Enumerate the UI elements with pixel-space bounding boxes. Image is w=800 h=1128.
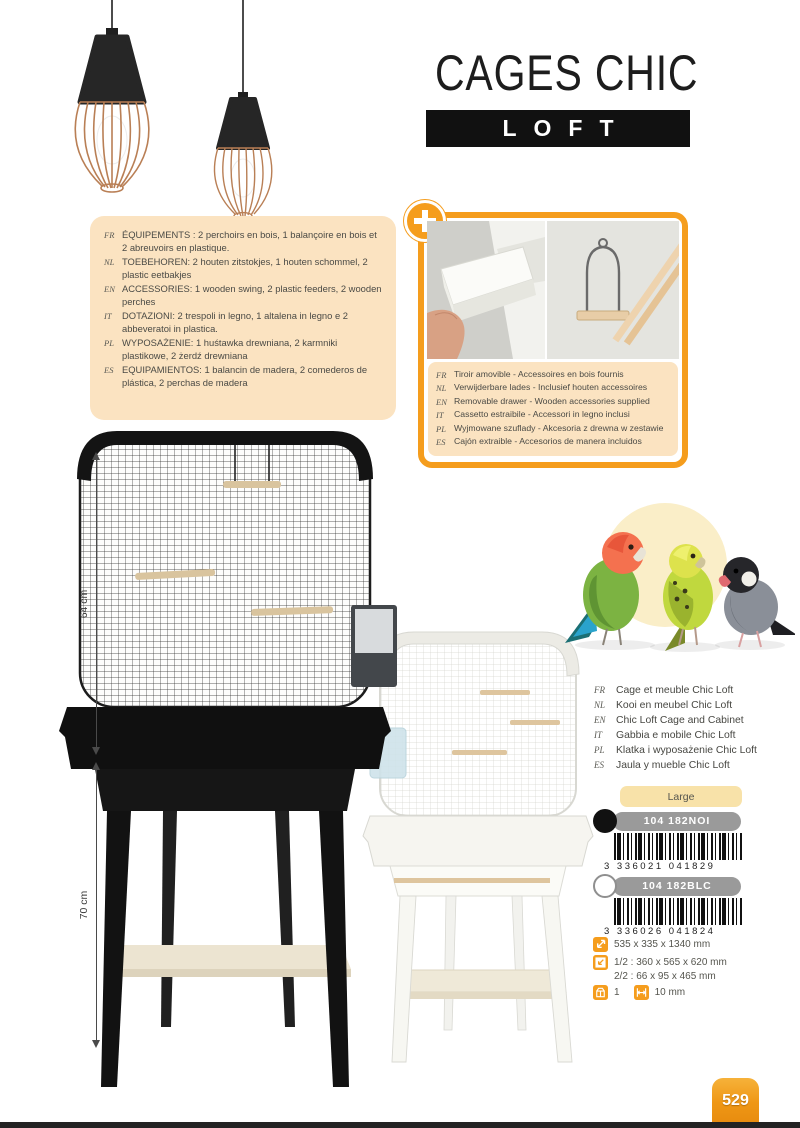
product-name-row bbox=[594, 759, 794, 772]
lovebird bbox=[565, 532, 646, 645]
page-bottom-edge bbox=[0, 1122, 800, 1128]
series-badge: LOFT bbox=[426, 110, 690, 147]
equipment-text: ÉQUIPEMENTS : 2 perchoirs en bois, 1 balançoire en bois et 2 abreuvoirs en plastique. bbox=[122, 229, 377, 253]
ean-number: 3 336026 041824 bbox=[604, 926, 716, 937]
lang-label: FR bbox=[104, 230, 115, 240]
lang-label: IT bbox=[104, 310, 112, 321]
packaging-value-2: 2/2 : 66 x 95 x 465 mm bbox=[614, 971, 716, 982]
product-name: Gabbia e mobile Chic Loft bbox=[616, 730, 736, 741]
lang-label: FR bbox=[436, 370, 447, 380]
feature-text: Cajón extraible - Accesorios de manera incluidos bbox=[454, 436, 642, 447]
color-dot-black bbox=[593, 809, 617, 833]
package-count-value: 1 bbox=[614, 987, 620, 998]
lang-label: PL bbox=[594, 745, 605, 755]
equipment-box bbox=[90, 216, 396, 420]
packaging-value-1: 1/2 : 360 x 565 x 620 mm bbox=[614, 957, 727, 968]
equipment-item bbox=[104, 229, 384, 255]
barcode-bars bbox=[614, 898, 742, 925]
black-cage-photo bbox=[55, 425, 415, 1095]
lang-label: IT bbox=[436, 410, 444, 421]
lang-label: EN bbox=[436, 396, 447, 407]
product-code: 104 182NOI bbox=[613, 812, 741, 831]
feature-item bbox=[436, 368, 670, 381]
product-name-row bbox=[594, 684, 794, 697]
lang-label: ES bbox=[594, 760, 604, 770]
java-sparrow bbox=[719, 557, 795, 647]
cage-height-arrow bbox=[78, 452, 103, 755]
feature-text: Tiroir amovible - Accessoires en bois fournis bbox=[454, 369, 624, 379]
feature-item bbox=[436, 381, 670, 394]
pendant-lamps-photo bbox=[30, 0, 310, 232]
bar-spacing-value: 10 mm bbox=[654, 987, 686, 998]
feature-box bbox=[418, 212, 688, 468]
feature-text: Verwijderbare lades - Inclusief houten accessoires bbox=[454, 382, 648, 393]
lang-label: ES bbox=[436, 437, 446, 448]
drawer-photo bbox=[427, 221, 545, 359]
feature-photos bbox=[427, 221, 679, 359]
page-number: 529 bbox=[722, 1091, 749, 1109]
lang-label: ES bbox=[104, 364, 114, 375]
feature-text: Wyjmowane szuflady - Akcesoria z drewna w zestawie bbox=[454, 422, 664, 433]
equipment-item bbox=[104, 364, 384, 390]
package-count-row bbox=[593, 985, 798, 1000]
product-name-row bbox=[594, 729, 794, 742]
lang-label: IT bbox=[594, 730, 603, 740]
equipment-text: WYPOSAŻENIE: 1 huśtawka drewniana, 2 karmniki plastikowe, 2 żerdź drewniana bbox=[122, 336, 338, 361]
lang-label: PL bbox=[104, 337, 114, 348]
specs bbox=[593, 937, 798, 1003]
feature-text: Cassetto estraibile - Accessori in legno inclusi bbox=[454, 409, 630, 420]
accessories-photo bbox=[547, 221, 679, 359]
packaging-row bbox=[593, 955, 798, 970]
ean-number: 3 336021 041829 bbox=[604, 861, 716, 872]
product-names bbox=[594, 684, 794, 774]
lang-label: NL bbox=[594, 700, 606, 710]
lang-label: NL bbox=[104, 256, 115, 267]
lang-label: EN bbox=[104, 283, 115, 294]
page-number-tab bbox=[712, 1078, 759, 1123]
lang-label: FR bbox=[594, 685, 605, 695]
equipment-text: TOEBEHOREN: 2 houten zitstokjes, 1 houten schommel, 2 plastic eetbakjes bbox=[122, 255, 368, 280]
dimensions-icon bbox=[593, 937, 608, 952]
barcode-bars bbox=[614, 833, 742, 860]
product-code: 104 182BLC bbox=[613, 877, 741, 896]
product-name-row bbox=[594, 714, 794, 727]
product-name: Cage et meuble Chic Loft bbox=[616, 685, 734, 696]
equipment-text: ACCESSORIES: 1 wooden swing, 2 plastic feeders, 2 wooden perches bbox=[122, 282, 382, 307]
stand-height-arrow bbox=[78, 762, 103, 1048]
dimensions-row bbox=[593, 937, 798, 952]
feature-item bbox=[436, 435, 670, 448]
equipment-text: EQUIPAMIENTOS: 1 balancin de madera, 2 comederos de plástica, 2 perchas de madera bbox=[122, 363, 368, 388]
feature-item bbox=[436, 408, 670, 421]
variant-black bbox=[593, 808, 741, 834]
barcode-black bbox=[604, 833, 746, 872]
lang-label: NL bbox=[436, 383, 447, 394]
feature-item bbox=[436, 422, 670, 435]
product-name: Jaula y mueble Chic Loft bbox=[616, 760, 730, 771]
product-name-row bbox=[594, 744, 794, 757]
packaging-icon bbox=[593, 955, 608, 970]
size-badge: Large bbox=[620, 786, 742, 807]
product-name: Chic Loft Cage and Cabinet bbox=[616, 715, 744, 726]
package-count-icon bbox=[593, 985, 608, 1000]
color-dot-white bbox=[593, 874, 617, 898]
lang-label: EN bbox=[594, 715, 606, 725]
variant-white bbox=[593, 873, 741, 899]
product-name: Kooi en meubel Chic Loft bbox=[616, 700, 733, 711]
bar-spacing-icon bbox=[634, 985, 649, 1000]
equipment-item bbox=[104, 283, 384, 309]
lang-label: PL bbox=[436, 423, 446, 434]
page-header bbox=[408, 44, 708, 147]
equipment-item bbox=[104, 337, 384, 363]
dimensions-value: 535 x 335 x 1340 mm bbox=[614, 939, 711, 950]
feature-text: Removable drawer - Wooden accessories supplied bbox=[454, 395, 650, 406]
feature-texts bbox=[428, 362, 678, 456]
product-name-row bbox=[594, 699, 794, 712]
equipment-item bbox=[104, 310, 384, 336]
equipment-item bbox=[104, 256, 384, 282]
page-title: CAGES CHIC bbox=[435, 45, 699, 101]
cage-height-label: 64 cm bbox=[78, 589, 90, 618]
stand-height-label: 70 cm bbox=[78, 890, 90, 920]
product-name: Klatka i wyposażenie Chic Loft bbox=[616, 745, 757, 756]
feature-item bbox=[436, 395, 670, 408]
barcode-white bbox=[604, 898, 746, 937]
birds-photo bbox=[545, 495, 795, 660]
equipment-text: DOTAZIONI: 2 trespoli in legno, 1 altalena in legno e 2 abbeveratoi in plastica. bbox=[122, 309, 348, 334]
